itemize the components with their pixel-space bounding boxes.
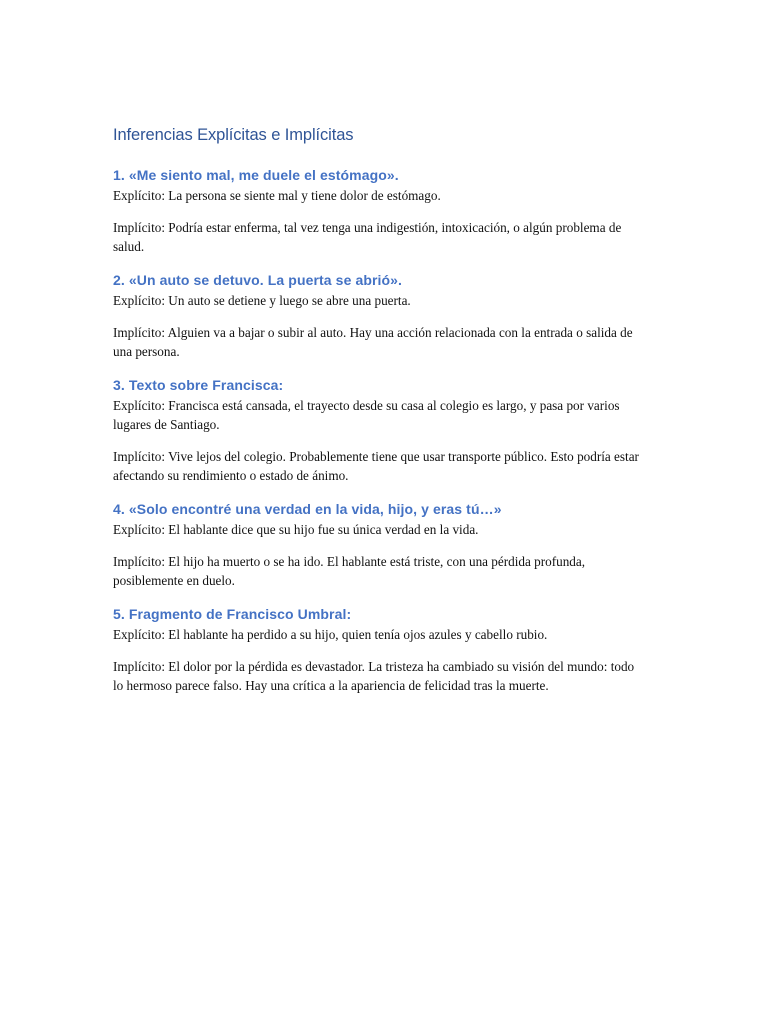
document-body [113, 122, 643, 708]
section-heading: 1. «Me siento mal, me duele el estómago». [113, 167, 399, 183]
explicit-paragraph: Explícito: El hablante dice que su hijo fue su única verdad en la vida. [113, 522, 479, 537]
section-3 [113, 374, 643, 485]
document-title: Inferencias Explícitas e Implícitas [113, 126, 354, 144]
section-heading: 4. «Solo encontré una verdad en la vida, hijo, y eras tú…» [113, 501, 502, 517]
section-5 [113, 603, 643, 695]
section-heading: 3. Texto sobre Francisca: [113, 377, 284, 393]
section-2 [113, 269, 643, 361]
implicit-paragraph: Implícito: El dolor por la pérdida es devastador. La tristeza ha cambiado su visión del mundo: todo lo hermoso parece falso. Hay una crítica a la apariencia de felicidad tras la muerte. [113, 659, 635, 693]
implicit-paragraph: Implícito: Alguien va a bajar o subir al auto. Hay una acción relacionada con la entrada o salida de una persona. [113, 325, 633, 359]
implicit-paragraph: Implícito: Podría estar enferma, tal vez tenga una indigestión, intoxicación, o algún problema de salud. [113, 220, 622, 254]
section-1 [113, 164, 643, 256]
explicit-paragraph: Explícito: Francisca está cansada, el trayecto desde su casa al colegio es largo, y pasa por varios lugares de Santiago. [113, 398, 620, 432]
section-heading: 2. «Un auto se detuvo. La puerta se abrió». [113, 272, 403, 288]
implicit-paragraph: Implícito: Vive lejos del colegio. Probablemente tiene que usar transporte público. Esto podría estar afectando su rendimiento o estado de ánimo. [113, 449, 639, 483]
explicit-paragraph: Explícito: El hablante ha perdido a su hijo, quien tenía ojos azules y cabello rubio. [113, 627, 548, 642]
section-4 [113, 498, 643, 590]
section-heading: 5. Fragmento de Francisco Umbral: [113, 606, 352, 622]
implicit-paragraph: Implícito: El hijo ha muerto o se ha ido. El hablante está triste, con una pérdida profunda, posiblemente en duelo. [113, 554, 586, 588]
explicit-paragraph: Explícito: La persona se siente mal y tiene dolor de estómago. [113, 188, 441, 203]
explicit-paragraph: Explícito: Un auto se detiene y luego se abre una puerta. [113, 293, 411, 308]
